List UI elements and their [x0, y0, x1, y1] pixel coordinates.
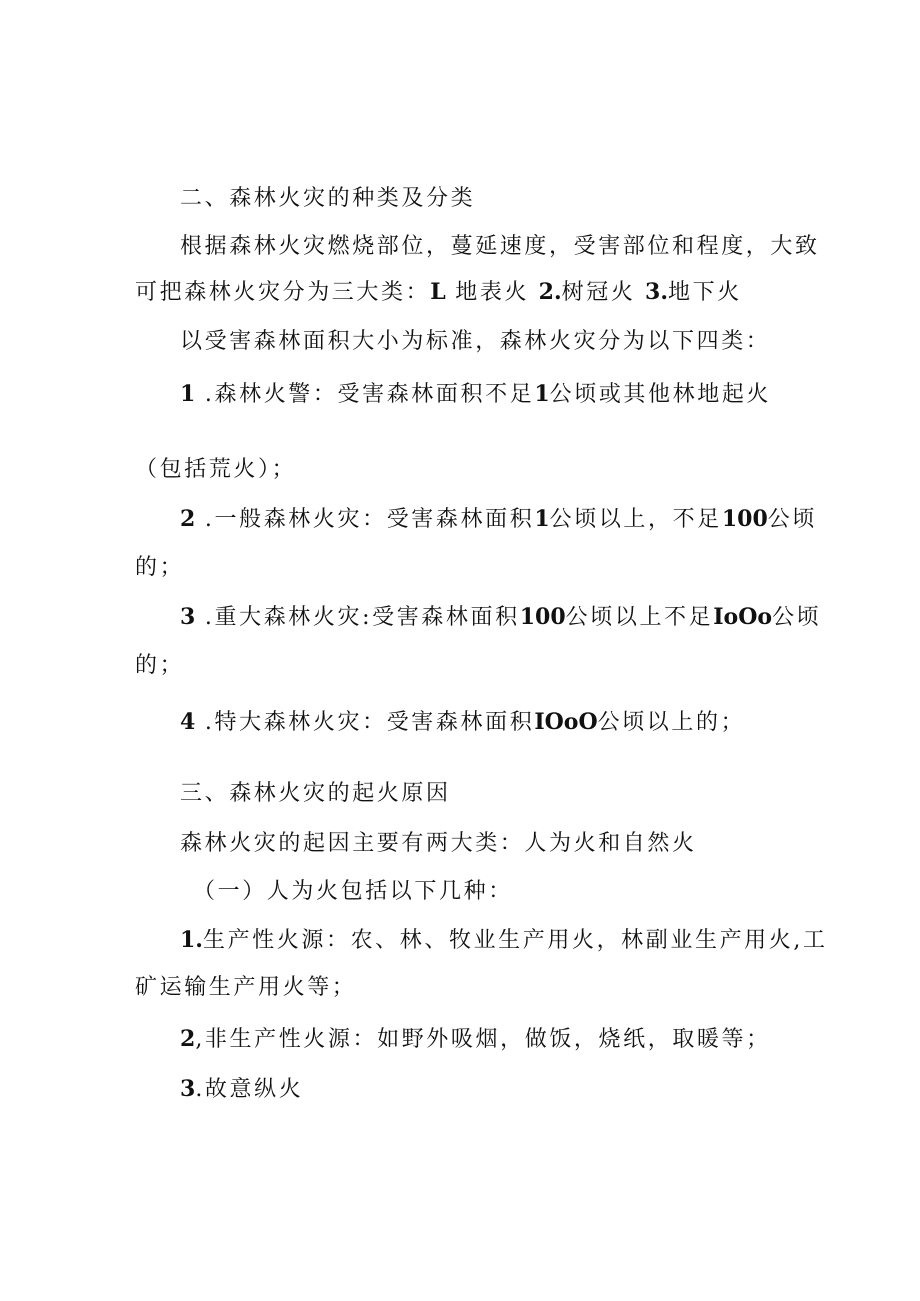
item2-value2: 100: [721, 506, 768, 532]
para1-marker-L: L: [430, 279, 446, 305]
para1-type1: 地表火: [455, 280, 530, 305]
item3-line2: 的；: [135, 653, 185, 678]
item3-number: 3: [180, 604, 196, 630]
item3-value1: 100: [519, 604, 566, 630]
item4-value: IOoO: [534, 709, 598, 735]
para1-marker-2: 2.: [538, 279, 562, 305]
section2-para2: 以受害森林面积大小为标准，森林火灾分为以下四类：: [180, 329, 771, 354]
source2-text: ,非生产性火源：如野外吸烟，做饭，烧纸，取暖等；: [195, 1027, 771, 1052]
item3-text: .重大森林火灾:受害森林面积: [204, 605, 520, 630]
item3-line1: [180, 600, 821, 631]
section3-subheading: （一）人为火包括以下几种：: [193, 879, 513, 904]
para1-type3: 地下火: [668, 280, 742, 305]
item4-text: .特大森林火灾：受害森林面积: [204, 710, 535, 735]
item2-line1: [180, 502, 817, 533]
source1-line2: 矿运输生产用火等；: [135, 975, 357, 1000]
item1-number: 1: [180, 381, 196, 407]
source3-text: .故意纵火: [195, 1077, 304, 1102]
section3-para1: 森林火灾的起因主要有两大类：人为火和自然火: [180, 831, 697, 856]
item3-text-2: 公顷以上不足: [565, 605, 714, 630]
section2-para1-line2: [135, 275, 742, 306]
para1-marker-3: 3.: [645, 279, 669, 305]
item2-text-2: 公顷以上，不足: [549, 507, 722, 532]
item1-text: .森林火警：受害森林面积不足: [204, 382, 535, 407]
item1-line2: （包括荒火）；: [135, 457, 297, 482]
source1-number: 1.: [180, 927, 203, 953]
section2-para1-line1: 根据森林火灾燃烧部位，蔓延速度，受害部位和程度，大致: [180, 234, 820, 259]
item1-text-2: 公顷或其他林地起火: [549, 382, 772, 407]
item2-line2: 的；: [135, 555, 185, 580]
item1-line1: [180, 377, 771, 408]
item2-value1: 1: [534, 506, 550, 532]
item2-text-3: 公顷: [767, 507, 817, 532]
source1-line1: [180, 923, 828, 954]
item3-text-3: 公顷: [772, 605, 822, 630]
item4-number: 4: [180, 709, 196, 735]
para1-type2: 树冠火: [561, 280, 636, 305]
item4-line1: [180, 705, 745, 736]
item3-value2: IoOo: [713, 604, 773, 630]
section3-heading: 三、森林火灾的起火原因: [180, 781, 451, 806]
item1-value: 1: [534, 381, 550, 407]
source3-number: 3: [180, 1076, 196, 1102]
section2-heading: 二、森林火灾的种类及分类: [180, 186, 476, 211]
item2-number: 2: [180, 506, 196, 532]
source2-line: [180, 1022, 771, 1053]
para1-text: 可把森林火灾分为三大类：: [135, 280, 431, 305]
source1-text: 生产性火源：农、林、牧业生产用火，林副业生产用火,工: [202, 928, 828, 953]
item4-text-2: 公顷以上的；: [597, 710, 746, 735]
source3-line: [180, 1072, 303, 1103]
source2-number: 2: [180, 1026, 196, 1052]
item2-text: .一般森林火灾：受害森林面积: [204, 507, 535, 532]
